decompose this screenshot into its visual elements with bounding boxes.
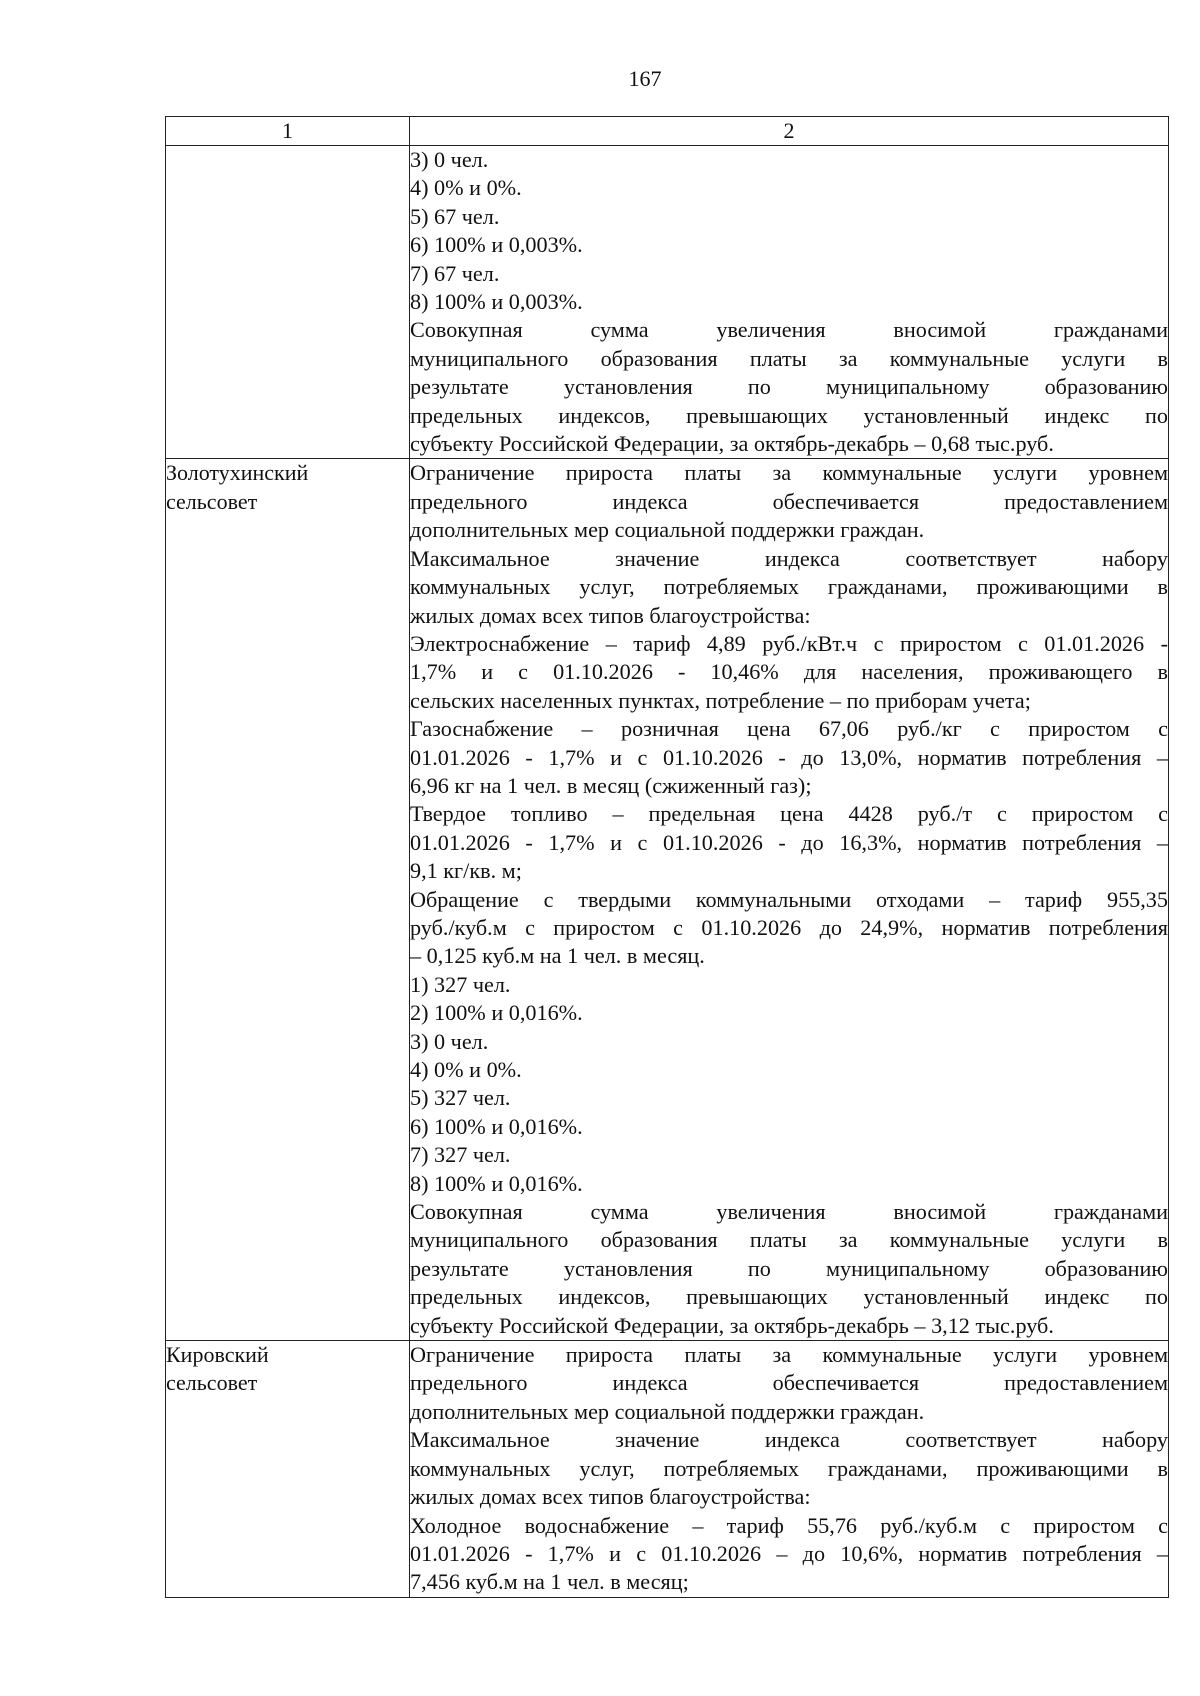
description-line: муниципального образования платы за коммунальные услуги в: [410, 1227, 1168, 1253]
description-line: дополнительных мер социальной поддержки граждан.: [410, 1398, 925, 1424]
description-line: 2) 100% и 0,016%.: [410, 1000, 583, 1026]
description-line: – 0,125 куб.м на 1 чел. в месяц.: [410, 943, 705, 969]
description-line: сельских населенных пунктах, потребление – по приборам учета;: [410, 687, 1031, 713]
description-cell: [410, 459, 1169, 1341]
description-line: 1) 327 чел.: [410, 971, 511, 997]
description-line: муниципального образования платы за коммунальные услуги в: [410, 345, 1168, 371]
description-line: 01.01.2026 - 1,7% и с 01.10.2026 - до 16,3%, норматив потребления –: [410, 829, 1168, 855]
municipality-name-line: сельсовет: [166, 488, 258, 514]
table-row: [166, 459, 1169, 1341]
description-line: 4) 0% и 0%.: [410, 1057, 522, 1082]
description-line: 1,7% и с 01.10.2026 - 10,46% для населения, проживающего в: [410, 659, 1168, 685]
description-line: 7) 327 чел.: [410, 1142, 511, 1168]
description-line: 6) 100% и 0,016%.: [410, 1113, 583, 1139]
description-line: результате установления по муниципальному образованию: [410, 1255, 1168, 1281]
column-header-2: 2: [410, 117, 1169, 146]
description-line: Максимальное значение индекса соответствует набору: [410, 545, 1168, 571]
description-line: Холодное водоснабжение – тариф 55,76 руб./куб.м с приростом с: [410, 1512, 1168, 1538]
description-cell: [410, 146, 1169, 459]
description-line: 8) 100% и 0,016%.: [410, 1170, 583, 1196]
description-line: предельных индексов, превышающих установленный индекс по: [410, 402, 1168, 428]
description-line: предельных индексов, превышающих установленный индекс по: [410, 1284, 1168, 1310]
description-line: жилых домах всех типов благоустройства:: [410, 1484, 811, 1510]
description-line: 4) 0% и 0%.: [410, 175, 522, 201]
description-line: предельного индекса обеспечивается предоставлением: [410, 488, 1168, 514]
description-line: 5) 327 чел.: [410, 1085, 511, 1111]
municipality-name-cell: [166, 1341, 410, 1598]
description-line: Твердое топливо – предельная цена 4428 руб./т с приростом с: [410, 801, 1168, 827]
table-header-row: [166, 117, 1169, 146]
description-line: Электроснабжение – тариф 4,89 руб./кВт.ч с приростом с 01.01.2026 -: [410, 630, 1168, 656]
description-line: дополнительных мер социальной поддержки граждан.: [410, 517, 925, 543]
description-line: жилых домах всех типов благоустройства:: [410, 602, 811, 628]
description-line: 3) 0 чел.: [410, 147, 489, 172]
description-line: 7) 67 чел.: [410, 260, 500, 286]
description-line: Ограничение прироста платы за коммунальные услуги уровнем: [410, 460, 1168, 486]
description-line: 6) 100% и 0,003%.: [410, 232, 583, 258]
description-line: Газоснабжение – розничная цена 67,06 руб./кг с приростом с: [410, 716, 1168, 742]
table-row: [166, 1341, 1169, 1598]
page-number: 167: [628, 66, 662, 91]
municipality-name-cell: [166, 459, 410, 1341]
description-line: коммунальных услуг, потребляемых гражданами, проживающими в: [410, 1455, 1168, 1481]
column-header-1: 1: [166, 117, 410, 146]
description-line: руб./куб.м с приростом с 01.10.2026 до 24,9%, норматив потребления: [410, 914, 1168, 940]
municipality-name-line: Кировский: [166, 1342, 269, 1368]
municipality-name-cell: [166, 146, 410, 459]
description-line: 5) 67 чел.: [410, 203, 500, 229]
description-line: результате установления по муниципальному образованию: [410, 374, 1168, 400]
table-body: [166, 146, 1169, 1598]
description-line: 6,96 кг на 1 чел. в месяц (сжиженный газ);: [410, 772, 812, 798]
data-table: [165, 116, 1169, 1598]
description-line: Совокупная сумма увеличения вносимой гражданами: [410, 1199, 1168, 1225]
description-line: коммунальных услуг, потребляемых гражданами, проживающими в: [410, 574, 1168, 600]
description-line: 01.01.2026 - 1,7% и с 01.10.2026 - до 13,0%, норматив потребления –: [410, 744, 1168, 770]
description-line: 8) 100% и 0,003%.: [410, 289, 583, 315]
description-line: 3) 0 чел.: [410, 1028, 489, 1054]
description-line: 7,456 куб.м на 1 чел. в месяц;: [410, 1569, 689, 1595]
description-line: Обращение с твердыми коммунальными отходами – тариф 955,35: [410, 886, 1168, 912]
description-line: Ограничение прироста платы за коммунальные услуги уровнем: [410, 1342, 1168, 1368]
description-line: 01.01.2026 - 1,7% и с 01.10.2026 – до 10,6%, норматив потребления –: [410, 1540, 1168, 1566]
description-line: 9,1 кг/кв. м;: [410, 858, 522, 884]
table-row: [166, 146, 1169, 459]
description-line: субъекту Российской Федерации, за октябрь-декабрь – 3,12 тыс.руб.: [410, 1312, 1054, 1338]
municipality-name-line: сельсовет: [166, 1370, 258, 1396]
municipality-name-line: Золотухинский: [166, 460, 309, 486]
description-line: Максимальное значение индекса соответствует набору: [410, 1427, 1168, 1453]
description-line: Совокупная сумма увеличения вносимой гражданами: [410, 317, 1168, 343]
description-line: субъекту Российской Федерации, за октябрь-декабрь – 0,68 тыс.руб.: [410, 431, 1054, 457]
description-cell: [410, 1341, 1169, 1598]
description-line: предельного индекса обеспечивается предоставлением: [410, 1370, 1168, 1396]
